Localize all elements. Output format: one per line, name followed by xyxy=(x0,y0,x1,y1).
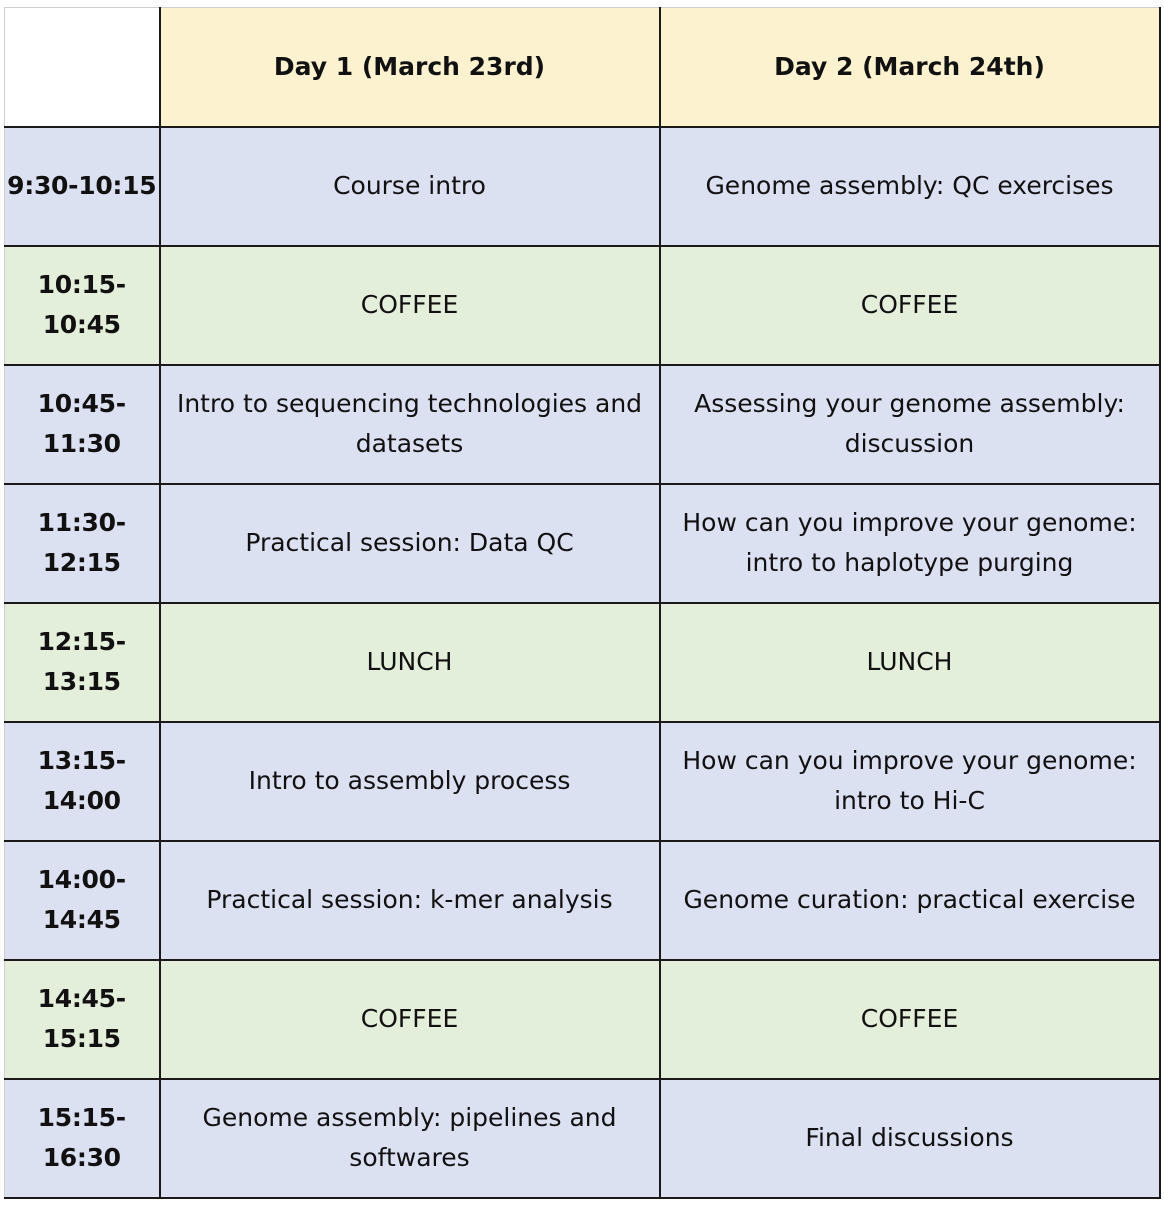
table-row xyxy=(5,722,1160,841)
time-slot: 13:15-14:00 xyxy=(5,722,160,841)
time-slot: 14:00-14:45 xyxy=(5,841,160,960)
day2-session: Final discussions xyxy=(660,1079,1160,1198)
day1-header: Day 1 (March 23rd) xyxy=(160,8,660,127)
time-slot: 10:15-10:45 xyxy=(5,246,160,365)
day2-session: Assessing your genome assembly: discussion xyxy=(660,365,1160,484)
time-slot: 14:45-15:15 xyxy=(5,960,160,1079)
day2-session: Genome assembly: QC exercises xyxy=(660,127,1160,246)
day2-session: COFFEE xyxy=(660,246,1160,365)
table-row xyxy=(5,365,1160,484)
day1-session: Intro to sequencing technologies and datasets xyxy=(160,365,660,484)
table-row xyxy=(5,127,1160,246)
table-row xyxy=(5,841,1160,960)
day2-session: Genome curation: practical exercise xyxy=(660,841,1160,960)
time-slot: 9:30-10:15 xyxy=(5,127,160,246)
day1-session: LUNCH xyxy=(160,603,660,722)
table-row xyxy=(5,603,1160,722)
day1-session: COFFEE xyxy=(160,960,660,1079)
time-slot: 12:15-13:15 xyxy=(5,603,160,722)
table-row xyxy=(5,960,1160,1079)
table-row xyxy=(5,246,1160,365)
day1-session: Practical session: k-mer analysis xyxy=(160,841,660,960)
day1-session: Practical session: Data QC xyxy=(160,484,660,603)
schedule-table xyxy=(4,7,1161,1199)
day2-session: LUNCH xyxy=(660,603,1160,722)
day2-session: How can you improve your genome: intro to Hi-C xyxy=(660,722,1160,841)
day1-session: Course intro xyxy=(160,127,660,246)
time-slot: 10:45-11:30 xyxy=(5,365,160,484)
day2-header: Day 2 (March 24th) xyxy=(660,8,1160,127)
header-corner-cell xyxy=(5,8,160,127)
header-row xyxy=(5,8,1160,127)
table-row xyxy=(5,484,1160,603)
day1-session: COFFEE xyxy=(160,246,660,365)
time-slot: 11:30-12:15 xyxy=(5,484,160,603)
day1-session: Genome assembly: pipelines and softwares xyxy=(160,1079,660,1198)
day1-session: Intro to assembly process xyxy=(160,722,660,841)
day2-session: COFFEE xyxy=(660,960,1160,1079)
day2-session: How can you improve your genome: intro to haplotype purging xyxy=(660,484,1160,603)
time-slot: 15:15-16:30 xyxy=(5,1079,160,1198)
table-row xyxy=(5,1079,1160,1198)
